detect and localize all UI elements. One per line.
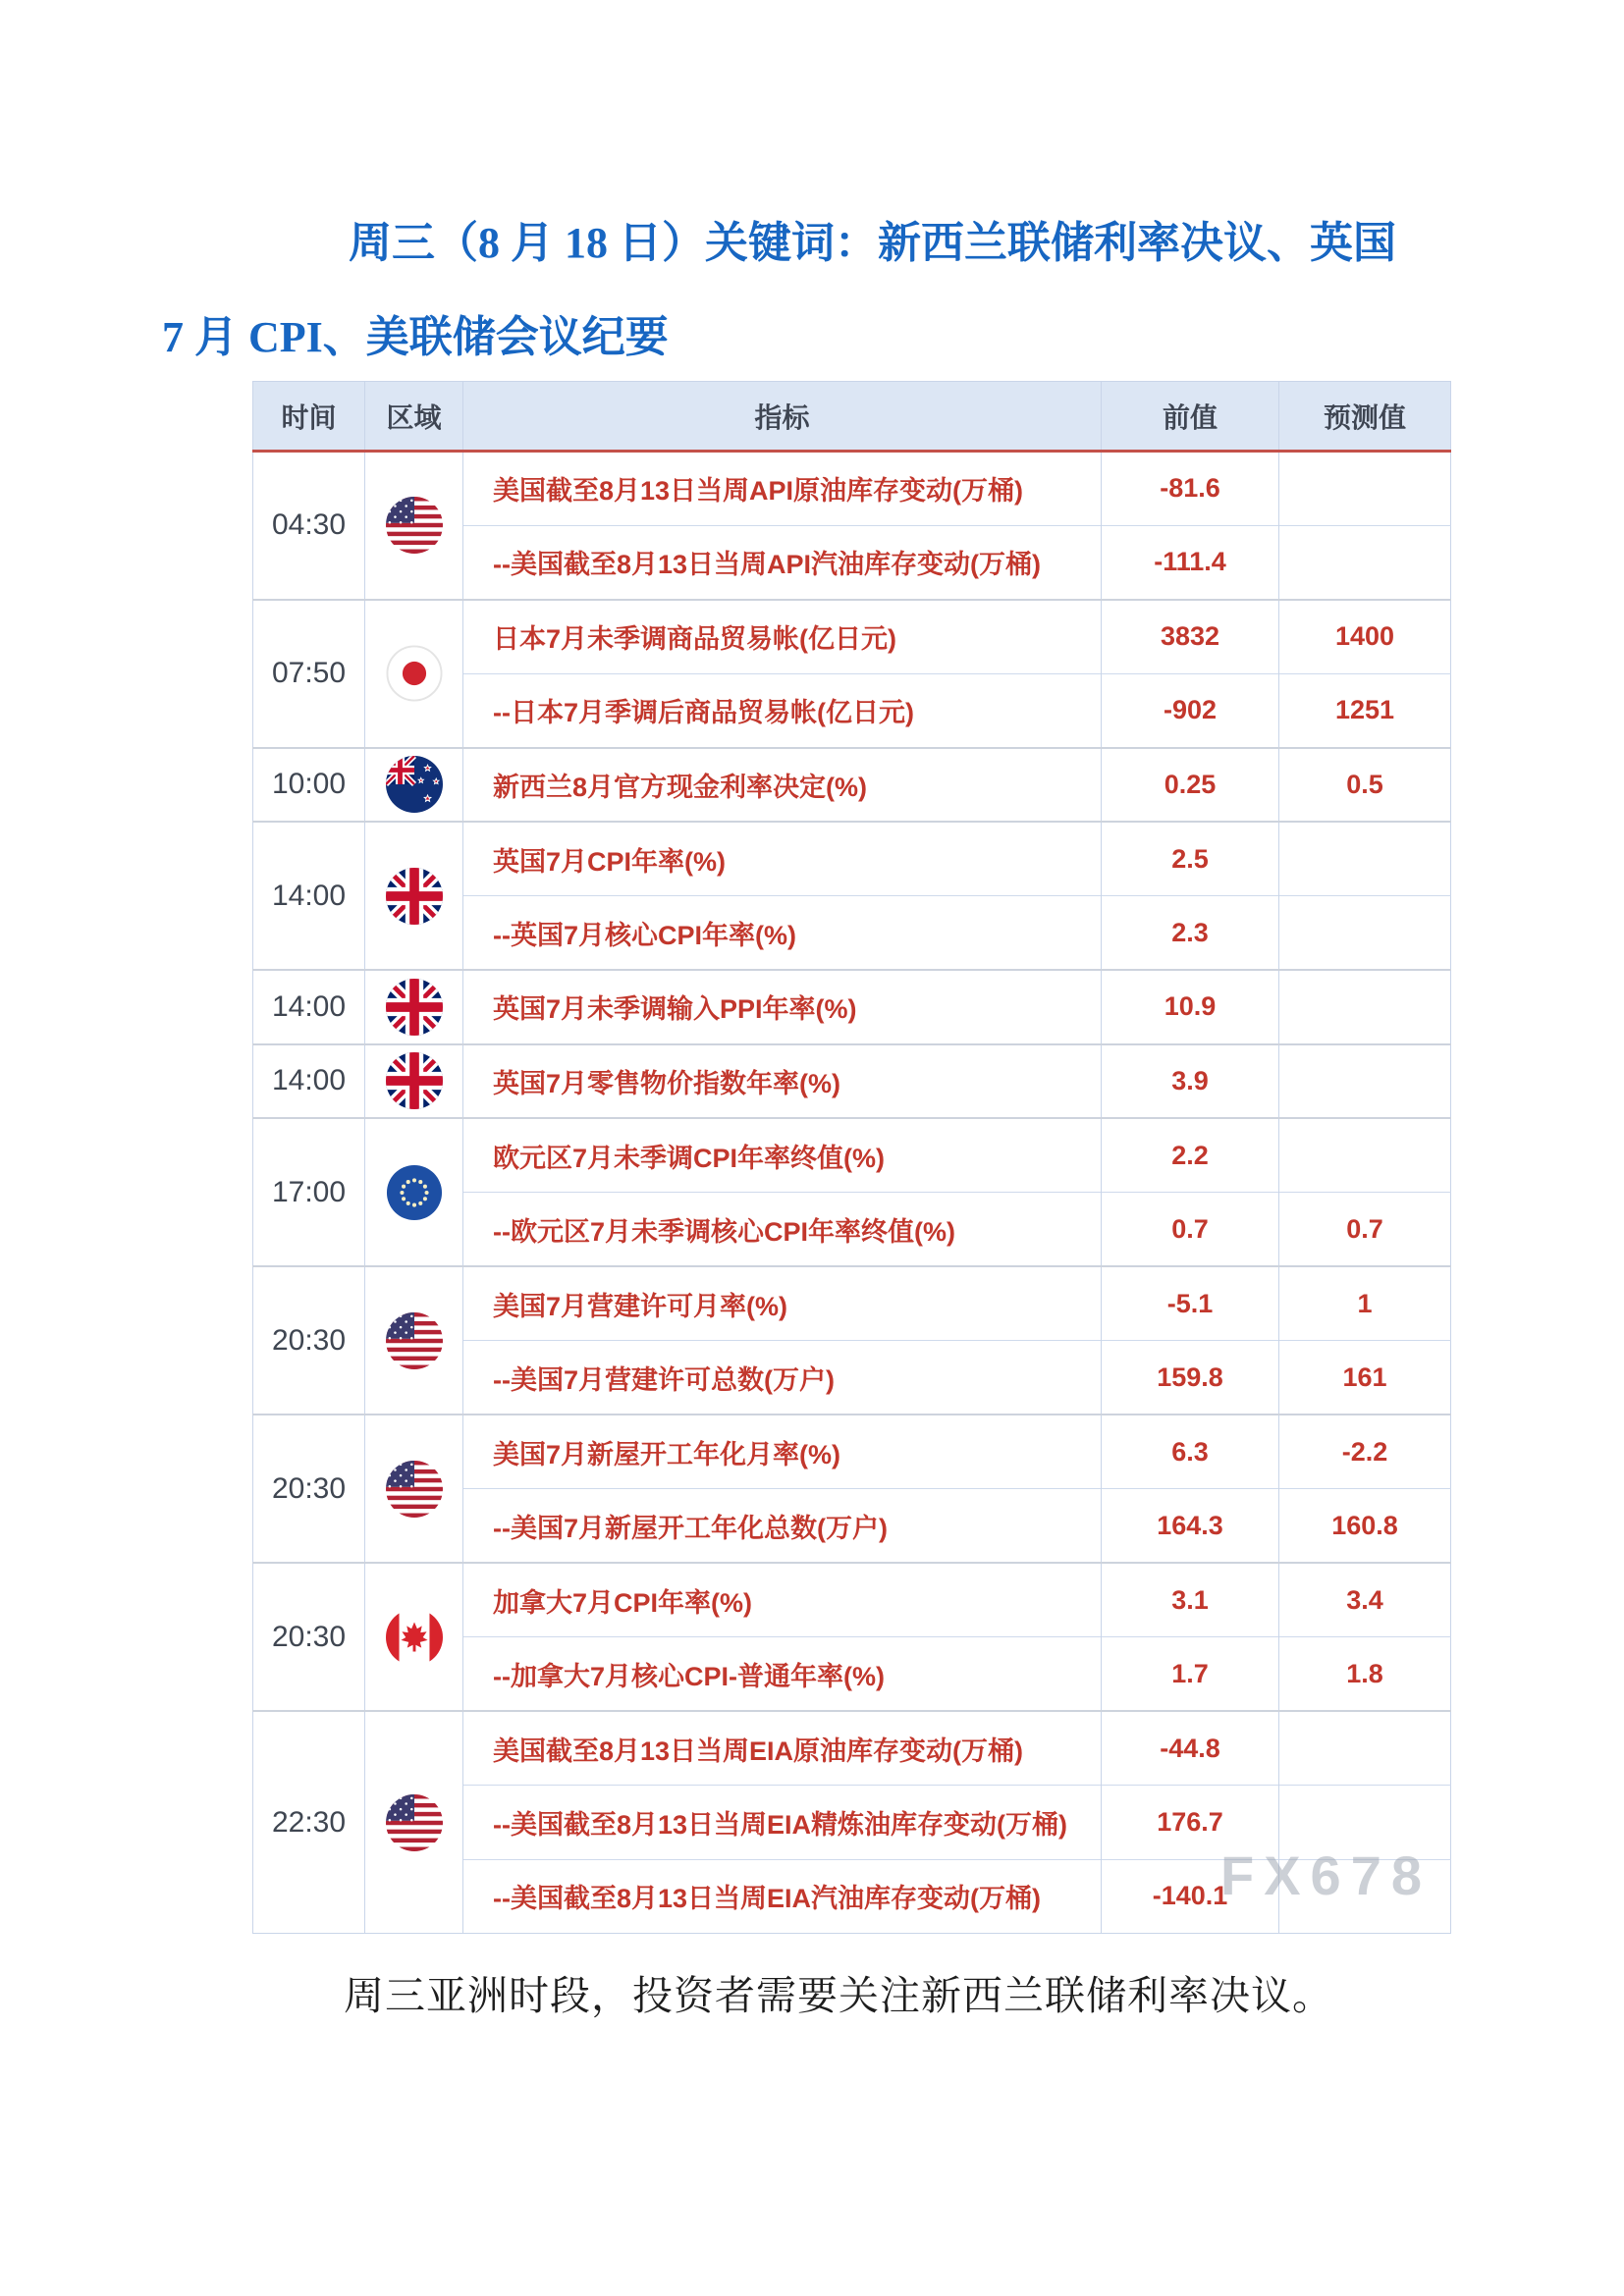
region-cell (365, 1563, 463, 1711)
indicator-cell: --欧元区7月未季调核心CPI年率终值(%) (463, 1193, 1102, 1267)
header-region: 区域 (365, 382, 463, 452)
previous-value-cell: -81.6 (1102, 452, 1279, 526)
region-cell (365, 1044, 463, 1119)
article-title-line2: 7 月 CPI、美联储会议纪要 (162, 313, 669, 361)
forecast-value-cell (1279, 1118, 1451, 1193)
us-flag-icon (386, 1461, 443, 1518)
indicator-cell: --美国截至8月13日当周API汽油库存变动(万桶) (463, 525, 1102, 600)
japan-flag-icon (386, 645, 443, 702)
forecast-value-cell: 3.4 (1279, 1563, 1451, 1637)
forecast-value-cell (1279, 1044, 1451, 1119)
calendar-row (253, 1563, 1451, 1637)
previous-value-cell: 2.5 (1102, 822, 1279, 896)
calendar-row (253, 600, 1451, 674)
indicator-cell: 英国7月CPI年率(%) (463, 822, 1102, 896)
region-cell (365, 452, 463, 600)
time-cell: 04:30 (253, 452, 365, 600)
time-cell: 14:00 (253, 1044, 365, 1119)
indicator-cell: 欧元区7月未季调CPI年率终值(%) (463, 1118, 1102, 1193)
forecast-value-cell (1279, 1786, 1451, 1860)
forecast-value-cell: 0.7 (1279, 1193, 1451, 1267)
indicator-cell: --美国截至8月13日当周EIA精炼油库存变动(万桶) (463, 1786, 1102, 1860)
time-cell: 20:30 (253, 1415, 365, 1563)
indicator-cell: 英国7月零售物价指数年率(%) (463, 1044, 1102, 1119)
header-time: 时间 (253, 382, 365, 452)
previous-value-cell: -902 (1102, 673, 1279, 748)
article-title (162, 196, 1497, 385)
time-cell: 22:30 (253, 1711, 365, 1934)
forecast-value-cell (1279, 822, 1451, 896)
indicator-cell: 日本7月未季调商品贸易帐(亿日元) (463, 600, 1102, 674)
time-cell: 07:50 (253, 600, 365, 748)
previous-value-cell: 3.9 (1102, 1044, 1279, 1119)
us-flag-icon (386, 497, 443, 554)
indicator-cell: 美国7月新屋开工年化月率(%) (463, 1415, 1102, 1489)
indicator-cell: --美国7月新屋开工年化总数(万户) (463, 1489, 1102, 1564)
forecast-value-cell: 1251 (1279, 673, 1451, 748)
previous-value-cell: -44.8 (1102, 1711, 1279, 1786)
previous-value-cell: 10.9 (1102, 970, 1279, 1044)
fx678-watermark: FX678 (1220, 1844, 1432, 1906)
footer-paragraph: 周三亚洲时段，投资者需要关注新西兰联储利率决议。 (344, 1973, 1333, 2018)
previous-value-cell: 3832 (1102, 600, 1279, 674)
region-cell (365, 970, 463, 1044)
uk-flag-icon (386, 979, 443, 1036)
previous-value-cell: -140.1 (1102, 1859, 1279, 1934)
previous-value-cell: 0.25 (1102, 748, 1279, 823)
previous-value-cell: 2.2 (1102, 1118, 1279, 1193)
eu-flag-icon (386, 1164, 443, 1221)
time-cell: 10:00 (253, 748, 365, 823)
previous-value-cell: 6.3 (1102, 1415, 1279, 1489)
canada-flag-icon (386, 1609, 443, 1666)
calendar-row (253, 452, 1451, 526)
calendar-row (253, 1118, 1451, 1193)
indicator-cell: --美国7月营建许可总数(万户) (463, 1341, 1102, 1415)
forecast-value-cell (1279, 452, 1451, 526)
indicator-cell: 英国7月未季调输入PPI年率(%) (463, 970, 1102, 1044)
previous-value-cell: -111.4 (1102, 525, 1279, 600)
forecast-value-cell: 1 (1279, 1266, 1451, 1341)
forecast-value-cell (1279, 525, 1451, 600)
forecast-value-cell: 1400 (1279, 600, 1451, 674)
calendar-row (253, 970, 1451, 1044)
indicator-cell: 美国截至8月13日当周API原油库存变动(万桶) (463, 452, 1102, 526)
previous-value-cell: 159.8 (1102, 1341, 1279, 1415)
calendar-table-body (253, 452, 1451, 1934)
previous-value-cell: 0.7 (1102, 1193, 1279, 1267)
region-cell (365, 1266, 463, 1415)
forecast-value-cell: -2.2 (1279, 1415, 1451, 1489)
uk-flag-icon (386, 868, 443, 925)
indicator-cell: 美国7月营建许可月率(%) (463, 1266, 1102, 1341)
time-cell: 14:00 (253, 970, 365, 1044)
previous-value-cell: 3.1 (1102, 1563, 1279, 1637)
time-cell: 20:30 (253, 1563, 365, 1711)
calendar-row (253, 748, 1451, 823)
time-cell: 14:00 (253, 822, 365, 970)
previous-value-cell: 1.7 (1102, 1637, 1279, 1712)
forecast-value-cell: 160.8 (1279, 1489, 1451, 1564)
indicator-cell: --加拿大7月核心CPI-普通年率(%) (463, 1637, 1102, 1712)
forecast-value-cell (1279, 1859, 1451, 1934)
forecast-value-cell: 0.5 (1279, 748, 1451, 823)
forecast-value-cell (1279, 896, 1451, 971)
header-forecast: 预测值 (1279, 382, 1451, 452)
time-cell: 17:00 (253, 1118, 365, 1266)
header-indicator: 指标 (463, 382, 1102, 452)
region-cell (365, 1118, 463, 1266)
previous-value-cell: 176.7 (1102, 1786, 1279, 1860)
us-flag-icon (386, 1312, 443, 1369)
region-cell (365, 600, 463, 748)
article-title-line1: 周三（8 月 18 日）关键词：新西兰联储利率决议、英国 (349, 219, 1396, 267)
calendar-row (253, 1044, 1451, 1119)
region-cell (365, 1711, 463, 1934)
economic-calendar-table (252, 381, 1451, 1934)
indicator-cell: --英国7月核心CPI年率(%) (463, 896, 1102, 971)
forecast-value-cell: 161 (1279, 1341, 1451, 1415)
forecast-value-cell: 1.8 (1279, 1637, 1451, 1712)
indicator-cell: --日本7月季调后商品贸易帐(亿日元) (463, 673, 1102, 748)
calendar-row (253, 1711, 1451, 1786)
region-cell (365, 822, 463, 970)
previous-value-cell: 2.3 (1102, 896, 1279, 971)
calendar-row (253, 822, 1451, 896)
header-previous: 前值 (1102, 382, 1279, 452)
region-cell (365, 1415, 463, 1563)
region-cell (365, 748, 463, 823)
indicator-cell: 美国截至8月13日当周EIA原油库存变动(万桶) (463, 1711, 1102, 1786)
calendar-row (253, 1266, 1451, 1341)
indicator-cell: 新西兰8月官方现金利率决定(%) (463, 748, 1102, 823)
calendar-row (253, 1415, 1451, 1489)
uk-flag-icon (386, 1052, 443, 1109)
calendar-table-header (253, 382, 1451, 452)
us-flag-icon (386, 1794, 443, 1851)
previous-value-cell: -5.1 (1102, 1266, 1279, 1341)
indicator-cell: --美国截至8月13日当周EIA汽油库存变动(万桶) (463, 1859, 1102, 1934)
indicator-cell: 加拿大7月CPI年率(%) (463, 1563, 1102, 1637)
new-zealand-flag-icon (386, 756, 443, 813)
time-cell: 20:30 (253, 1266, 365, 1415)
previous-value-cell: 164.3 (1102, 1489, 1279, 1564)
forecast-value-cell (1279, 970, 1451, 1044)
forecast-value-cell (1279, 1711, 1451, 1786)
